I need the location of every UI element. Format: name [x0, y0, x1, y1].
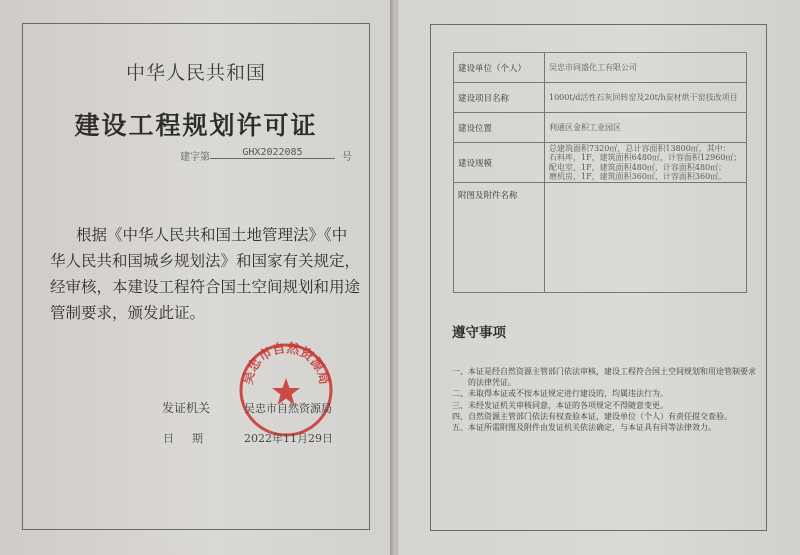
notice-index: 五、	[452, 423, 468, 433]
notice-item	[452, 400, 762, 411]
notice-title: 遵守事项	[452, 325, 506, 341]
notice-text: 未取得本证或不按本证规定进行建设的，均属违法行为。	[468, 389, 668, 399]
body-line: 华人民共和国城乡规划法》和国家有关规定，	[50, 252, 361, 270]
table-row	[454, 53, 747, 83]
notice-index: 一、	[452, 367, 468, 376]
scale-line: 总建筑面积7320㎡，总计容面积13800㎡，其中：	[549, 143, 731, 153]
row-label: 建设单位（个人）	[454, 53, 545, 83]
table-row	[454, 83, 747, 113]
row-label: 建设项目名称	[454, 83, 545, 113]
notice-list	[452, 366, 762, 433]
notice-text: 本证所需附图及附件由发证机关依法确定，与本证具有同等法律效力。	[468, 423, 716, 433]
row-value: 利通区金积工业园区	[545, 113, 747, 143]
row-label: 建设规模	[454, 143, 545, 183]
row-label: 建设位置	[454, 113, 545, 143]
notice-index: 二、	[452, 389, 468, 399]
seal-text: 吴忠市自然资源局	[240, 341, 332, 387]
notice-item	[452, 422, 762, 433]
notice-item	[452, 388, 762, 399]
official-seal-stamp	[236, 340, 336, 440]
body-line: 根据《中华人民共和国土地管理法》《中	[76, 226, 348, 244]
cert-number-value: GHX2022085	[210, 147, 335, 159]
cert-number-suffix: 号	[342, 152, 352, 163]
issue-date: 2022年11月29日	[244, 432, 333, 445]
scale-line: 石料库，1F，建筑面积6480㎡，计容面积12960㎡；	[549, 153, 742, 162]
table-row	[454, 143, 747, 183]
row-value: 吴忠市同盛化工有限公司	[545, 53, 747, 83]
scale-line: 配电室，1F，建筑面积480㎡，计容面积480㎡；	[549, 162, 727, 172]
body-line: 经审核，本建设工程符合国土空间规划和用途	[50, 278, 361, 296]
notice-item	[452, 366, 762, 388]
table-row	[454, 183, 747, 293]
notice-item	[452, 411, 762, 422]
project-info-table	[453, 52, 747, 293]
issuer-value: 吴忠市自然资源局	[244, 402, 332, 415]
scale-line: 磨机房，1F，建筑面积360㎡，计容面积360㎡。	[549, 172, 727, 181]
table-row	[454, 113, 747, 143]
notice-text: 自然资源主管部门依法有权查验本证，建设单位（个人）有责任提交查验。	[468, 411, 732, 421]
cert-number-prefix: 建字第	[180, 152, 210, 163]
body-line: 管制要求，颁发此证。	[50, 304, 206, 322]
construction-scale	[545, 143, 747, 183]
row-value: 1000t/d活性石灰回转窑及20t/h炭材烘干窑技改项目	[545, 83, 747, 113]
certificate-body-text	[50, 222, 362, 326]
notice-index: 四、	[452, 411, 468, 421]
row-value	[545, 183, 747, 293]
date-label: 日期	[163, 432, 221, 445]
row-label: 附图及附件名称	[454, 183, 545, 293]
notice-text: 本证是经自然资源主管部门依法审核，建设工程符合国土空间规划和用途管制要求的法律凭证。	[468, 367, 756, 388]
issuer-label: 发证机关	[162, 401, 211, 415]
certificate-title: 建设工程规划许可证	[74, 111, 318, 140]
country-name: 中华人民共和国	[125, 62, 266, 84]
notice-index: 三、	[452, 400, 468, 410]
notice-text: 未经发证机关审核同意，本证的各项规定不得随意变更。	[468, 400, 668, 410]
